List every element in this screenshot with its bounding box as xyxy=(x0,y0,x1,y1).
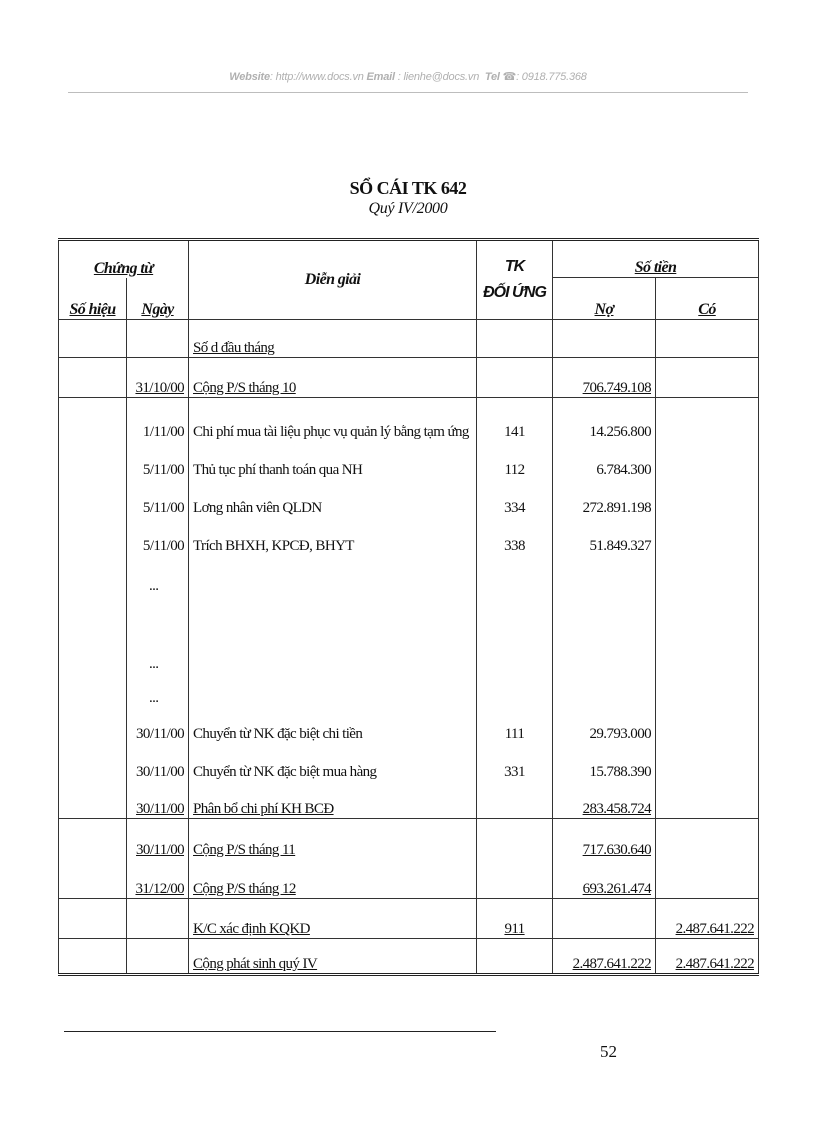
page-header xyxy=(0,70,816,83)
table-row: ... xyxy=(59,635,759,673)
table-row: K/C xác định KQKD 911 2.487.641.222 xyxy=(59,899,759,939)
tel-value: : 0918.775.368 xyxy=(516,71,587,83)
table-row: 5/11/00 Lơng nhân viên QLDN 334 272.891.198 xyxy=(59,479,759,517)
page-number: 52 xyxy=(600,1042,617,1061)
header-so-hieu: Số hiệu xyxy=(69,301,116,318)
header-co: Có xyxy=(656,278,759,320)
table-row: ... xyxy=(59,555,759,595)
header-rule xyxy=(68,92,748,93)
footer-rule xyxy=(64,1031,496,1032)
header-no: Nợ xyxy=(553,278,656,320)
header-dien-giai: Diễn giải xyxy=(189,240,477,320)
table-row: 30/11/00 Phân bổ chi phí KH BCĐ 283.458.724 xyxy=(59,781,759,819)
table-row: 31/12/00 Cộng P/S tháng 12 693.261.474 xyxy=(59,859,759,899)
header-so-tien: Số tiền xyxy=(553,240,759,278)
header-ngay: Ngày xyxy=(127,278,189,320)
table-row: 30/11/00 Chuyển từ NK đặc biệt chi tiền 111 29.793.000 xyxy=(59,707,759,743)
email-value: : lienhe@docs.vn xyxy=(397,71,480,83)
document-subtitle: Quý IV/2000 xyxy=(368,200,448,217)
table-row: Số d đầu tháng xyxy=(59,320,759,358)
header-chung-tu: Chứng từ xyxy=(93,259,154,277)
table-row: 1/11/00 Chi phí mua tài liệu phục vụ quản lý bằng tạm ứng 141 14.256.800 xyxy=(59,398,759,441)
table-row: 30/11/00 Chuyển từ NK đặc biệt mua hàng 331 15.788.390 xyxy=(59,743,759,781)
table-row: Cộng phát sinh quý IV 2.487.641.222 2.487.641.222 xyxy=(59,939,759,975)
website-value: : http://www.docs.vn xyxy=(269,71,364,83)
document-title: SỔ CÁI TK 642 xyxy=(349,178,467,198)
email-label: Email xyxy=(366,71,395,83)
table-row: 31/10/00 Cộng P/S tháng 10 706.749.108 xyxy=(59,358,759,398)
table-row: 5/11/00 Thủ tục phí thanh toán qua NH 112 6.784.300 xyxy=(59,441,759,479)
website-label: Website xyxy=(229,71,270,83)
table-row: ... xyxy=(59,673,759,707)
header-tk-doi-ung: TK ĐỐI ỨNG xyxy=(477,240,553,320)
ledger-table xyxy=(58,238,759,976)
table-row: 30/11/00 Cộng P/S tháng 11 717.630.640 xyxy=(59,819,759,859)
tel-label: Tel ☎ xyxy=(484,71,517,83)
table-row: 5/11/00 Trích BHXH, KPCĐ, BHYT 338 51.849.327 xyxy=(59,517,759,555)
table-row xyxy=(59,595,759,635)
